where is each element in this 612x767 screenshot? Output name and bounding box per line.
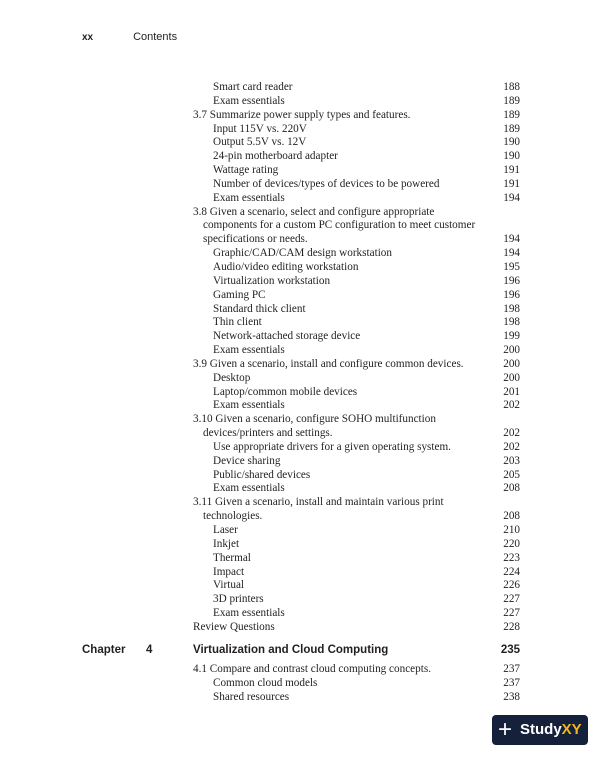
watermark-brand: StudyXY — [520, 721, 582, 738]
running-header-title: Contents — [133, 31, 178, 43]
toc-subentry — [193, 455, 520, 469]
toc-entry-title: Review Questions — [193, 620, 275, 633]
toc-entry-page: 189 — [503, 108, 520, 121]
toc-entry-title: Thermal — [213, 551, 251, 564]
toc-entry-page: 208 — [503, 482, 520, 495]
toc-subentry — [193, 372, 520, 386]
toc-entry-title: 24-pin motherboard adapter — [213, 150, 338, 163]
toc-entry-title: Number of devices/types of devices to be powered — [213, 177, 440, 190]
toc-entry — [193, 496, 520, 524]
toc-entry-title: 3.7 Summarize power supply types and features. — [193, 108, 411, 121]
toc-subentry — [193, 150, 520, 164]
toc-subentry — [193, 192, 520, 206]
toc-entry — [193, 413, 520, 441]
toc-entry-page: 205 — [503, 468, 520, 481]
toc-entry-title: Common cloud models — [213, 676, 318, 689]
toc-entry-page: 195 — [503, 260, 520, 273]
toc-entry-title: Smart card reader — [213, 81, 293, 93]
toc-entry-page: 210 — [503, 524, 520, 536]
toc-entry-title: 3D printers — [213, 593, 264, 606]
toc-subentry — [193, 178, 520, 192]
toc-subentry — [193, 261, 520, 275]
toc-subentry — [193, 316, 520, 330]
toc-entry-title: 4.1 Compare and contrast cloud computing concepts. — [193, 663, 431, 675]
page-number: xx — [82, 32, 94, 43]
toc-entry-title: 3.10 Given a scenario, configure SOHO multifunction devices/printers and settings. — [193, 413, 436, 440]
toc-subentry — [193, 399, 520, 413]
toc-subentry — [193, 247, 520, 261]
toc-entry-title: Audio/video editing workstation — [213, 260, 359, 273]
toc-subentry — [193, 344, 520, 358]
running-header — [82, 31, 177, 43]
toc-entry-page: 200 — [503, 344, 520, 357]
toc-entry-title: Laser — [213, 524, 238, 536]
toc-entry-title: Virtual — [213, 579, 245, 592]
toc-entry-title: Laptop/common mobile devices — [213, 385, 358, 398]
toc-entry-page: 202 — [503, 440, 520, 453]
toc-entry-page: 237 — [503, 676, 520, 689]
toc-entry-page: 198 — [503, 302, 520, 315]
toc-entry-page: 190 — [503, 150, 520, 163]
toc-entry-title: Exam essentials — [213, 482, 285, 495]
toc-subentry — [193, 330, 520, 344]
toc-subentry — [193, 677, 520, 691]
toc-entry-title: Exam essentials — [213, 399, 285, 412]
toc-entry-title: Gaming PC — [213, 288, 266, 301]
toc-subentry — [193, 164, 520, 178]
toc-subentry — [193, 303, 520, 317]
toc-entry-page: 190 — [503, 136, 520, 149]
toc-entry-title: Public/shared devices — [213, 468, 311, 481]
toc-entry-title: Shared resources — [213, 690, 290, 703]
toc-entry-page: 191 — [503, 164, 520, 177]
toc-subentry — [193, 538, 520, 552]
toc-entry-page: 226 — [503, 579, 520, 592]
toc-entry-page: 196 — [503, 274, 520, 287]
toc-entry-title: Output 5.5V vs. 12V — [213, 136, 307, 149]
toc-entry-page: 227 — [503, 593, 520, 606]
toc-entry-page: 189 — [503, 122, 520, 135]
chapter-page: 235 — [500, 644, 520, 656]
toc-entry-page: 224 — [503, 565, 520, 578]
toc-subentry — [193, 123, 520, 137]
toc-entry-title: Impact — [213, 565, 245, 578]
toc-subentry — [193, 607, 520, 621]
toc-entry-page: 194 — [503, 191, 520, 204]
toc-entry-title: Standard thick client — [213, 302, 306, 315]
toc-entry-title: Use appropriate drivers for a given operating system. — [213, 440, 451, 453]
toc-entry-title: Desktop — [213, 371, 251, 384]
chapter-number: 4 — [146, 644, 153, 656]
toc-subentry — [193, 289, 520, 303]
toc-entry-title: Network-attached storage device — [213, 330, 361, 343]
chapter-title: Virtualization and Cloud Computing — [193, 644, 389, 656]
toc-entry-page: 194 — [503, 233, 520, 246]
toc-entry-page: 208 — [503, 510, 520, 523]
toc-entry-title: Virtualization workstation — [213, 274, 331, 287]
toc-entry-title: Inkjet — [213, 537, 240, 550]
toc-entry-page: 238 — [503, 690, 520, 703]
toc-entry-title: Thin client — [213, 316, 262, 329]
toc-entry — [193, 358, 520, 372]
toc-entry-page: 223 — [503, 551, 520, 564]
toc-entry-page: 220 — [503, 537, 520, 550]
chapter-toc-list — [193, 663, 520, 705]
toc-entry-title: Device sharing — [213, 454, 281, 467]
toc-list — [193, 81, 520, 635]
toc-subentry — [193, 691, 520, 705]
toc-subentry — [193, 386, 520, 400]
toc-entry-page: 191 — [503, 177, 520, 190]
toc-entry-page: 200 — [503, 371, 520, 384]
chapter-label: Chapter — [82, 644, 126, 656]
toc-entry-page: 202 — [503, 399, 520, 412]
toc-entry-title: Exam essentials — [213, 344, 285, 357]
toc-entry-title: 3.8 Given a scenario, select and configure appropriate components for a custom PC configuration to meet customer specifications or needs. — [193, 205, 476, 246]
toc-entry-page: 201 — [503, 385, 520, 398]
toc-entry-page: 188 — [503, 81, 520, 93]
toc-entry — [193, 663, 520, 677]
toc-subentry — [193, 593, 520, 607]
toc-entry-title: 3.11 Given a scenario, install and maintain various print technologies. — [193, 496, 444, 523]
toc-entry-title: Wattage rating — [213, 164, 279, 177]
toc-entry-page: 196 — [503, 288, 520, 301]
toc-entry — [193, 206, 520, 248]
toc-entry-title: Exam essentials — [213, 94, 285, 107]
toc-subentry — [193, 579, 520, 593]
toc-entry-page: 228 — [503, 620, 520, 633]
toc-entry-title: Graphic/CAD/CAM design workstation — [213, 247, 392, 260]
toc-entry — [193, 621, 520, 635]
toc-entry-page: 203 — [503, 454, 520, 467]
toc-entry-page: 189 — [503, 94, 520, 107]
toc-subentry — [193, 95, 520, 109]
toc-entry — [193, 109, 520, 123]
toc-subentry — [193, 482, 520, 496]
toc-subentry — [193, 81, 520, 95]
toc-entry-title: Exam essentials — [213, 191, 285, 204]
toc-entry-title: 3.9 Given a scenario, install and configure common devices. — [193, 357, 464, 370]
toc-entry-page: 198 — [503, 316, 520, 329]
toc-subentry — [193, 566, 520, 580]
studyxy-watermark — [492, 715, 588, 745]
toc-subentry — [193, 441, 520, 455]
toc-subentry — [193, 552, 520, 566]
toc-subentry — [193, 136, 520, 150]
toc-entry-title: Input 115V vs. 220V — [213, 122, 307, 135]
toc-entry-page: 194 — [503, 247, 520, 260]
toc-entry-page: 237 — [503, 663, 520, 675]
toc-entry-title: Exam essentials — [213, 607, 285, 620]
toc-subentry — [193, 469, 520, 483]
toc-entry-page: 227 — [503, 607, 520, 620]
toc-entry-page: 200 — [503, 357, 520, 370]
plus-icon: + — [498, 716, 513, 743]
toc-entry-page: 199 — [503, 330, 520, 343]
toc-subentry — [193, 275, 520, 289]
toc-subentry — [193, 524, 520, 538]
toc-entry-page: 202 — [503, 427, 520, 440]
